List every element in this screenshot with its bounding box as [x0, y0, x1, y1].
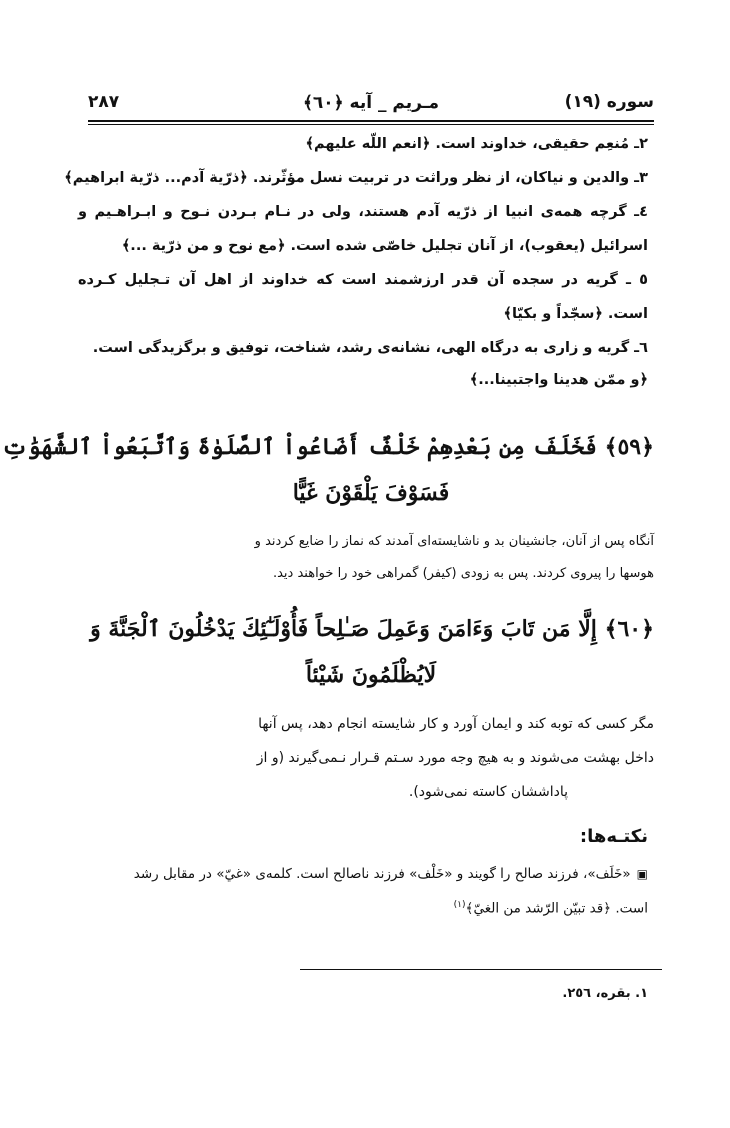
running-header — [88, 92, 654, 116]
checkbox-square-icon: ▣ — [636, 867, 648, 881]
page-number: ٢٨٧ — [88, 92, 120, 112]
footnote: ١. بقره، ٢٥٦. — [562, 986, 648, 1001]
message-6-line-2: ﴿و ممّن هدينا واجتبينا...﴾ — [469, 372, 648, 388]
point-1-text: «خَلَف»، فرزند صالح را گويند و «خَلْف» فرزند ناصالح است. كلمه‌ی «غيّ» در مقابل رشد — [133, 866, 631, 882]
footnote-rule — [300, 969, 662, 970]
verse-59-line-1: ﴿٥٩﴾ فَخَلَفَ مِن بَعْدِهِمْ خَلْفٌ أَضَاعُواْ ٱلصَّلَوٰةَ وَٱتَّبَعُواْ ٱلشَّهَوَٰتِ — [1, 434, 654, 460]
message-5-line-2: است. ﴿سجّداً و بكيّا﴾ — [503, 306, 648, 322]
footnote-ref: (١) — [453, 900, 466, 910]
verse-60-line-1: ﴿٦٠﴾ إِلَّا مَن تَابَ وَءَامَنَ وَعَمِلَ صَـٰلِحاً فَأُوْلَـٰٓئِكَ يَدْخُلُونَ ٱلْجَنَّةَ وَ — [90, 616, 654, 642]
header-surah: سوره (١٩) — [564, 92, 654, 112]
point-1-line-2 — [78, 900, 648, 917]
message-6-line-1: ٦ـ گريه و زاری به درگاه الهی، نشانه‌ی رشد، شناخت، توفيق و برگزيدگی است. — [92, 340, 648, 356]
header-rule-thin — [88, 124, 654, 125]
message-5-line-1: ٥ ـ گريه در سجده آن قدر ارزشمند است كه خداوند از اهل آن تـجليل كـرده — [78, 272, 648, 288]
verse-59-line-2: فَسَوْفَ يَلْقَوْنَ غَيًّا — [292, 480, 450, 506]
verse-60-translation-line-1: مگر كسی كه توبه كند و ايمان آورد و كار شايسته انجام دهد، پس آنها — [258, 716, 654, 732]
header-surah-verse: مـريم _ آيه ﴿٦٠﴾ — [302, 93, 440, 113]
verse-59-translation-line-2: هوسها را پيروی كردند. پس به زودی (كيفر) گمراهی خود را خواهند ديد. — [272, 566, 654, 581]
message-4-line-2: اسرائيل (يعقوب)، از آنان تجليل خاصّی شده است. ﴿مع نوح و من ذرّية ...﴾ — [121, 238, 648, 254]
verse-59-translation-line-1: آنگاه پس از آنان، جانشينان بد و ناشايسته‌ای آمدند كه نماز را ضايع كردند و — [254, 534, 654, 549]
message-2: ٢ـ مُنعِم حقيقی، خداوند است. ﴿انعم اللّه عليهم﴾ — [305, 136, 648, 152]
point-1-line-1 — [78, 866, 648, 882]
points-heading: نكتـه‌ها: — [579, 826, 648, 847]
message-4-line-1: ٤ـ گرچه همه‌ی انبيا از ذرّيه آدم هستند، ولی در نـام بـردن نـوح و ابـراهـيم و — [78, 204, 648, 220]
verse-60-translation-line-3: پاداششان كاسته نمی‌شود). — [408, 784, 568, 800]
verse-60-translation-line-2: داخل بهشت می‌شوند و به هيچ وجه مورد سـتم قـرار نـمی‌گيرند (و از — [256, 750, 654, 766]
point-1-text-2: است. ﴿قد تبيّن الرّشد من الغيّ﴾ — [465, 900, 648, 917]
verse-60-line-2: لَايُظْلَمُونَ شَيْئاً — [305, 662, 437, 688]
header-rule-thick — [88, 120, 654, 122]
message-3: ٣ـ والدين و نياكان، از نظر وراثت در تربيت نسل مؤثّرند. ﴿ذرّية آدم... ذرّية ابراهيم﴾ — [64, 170, 648, 186]
